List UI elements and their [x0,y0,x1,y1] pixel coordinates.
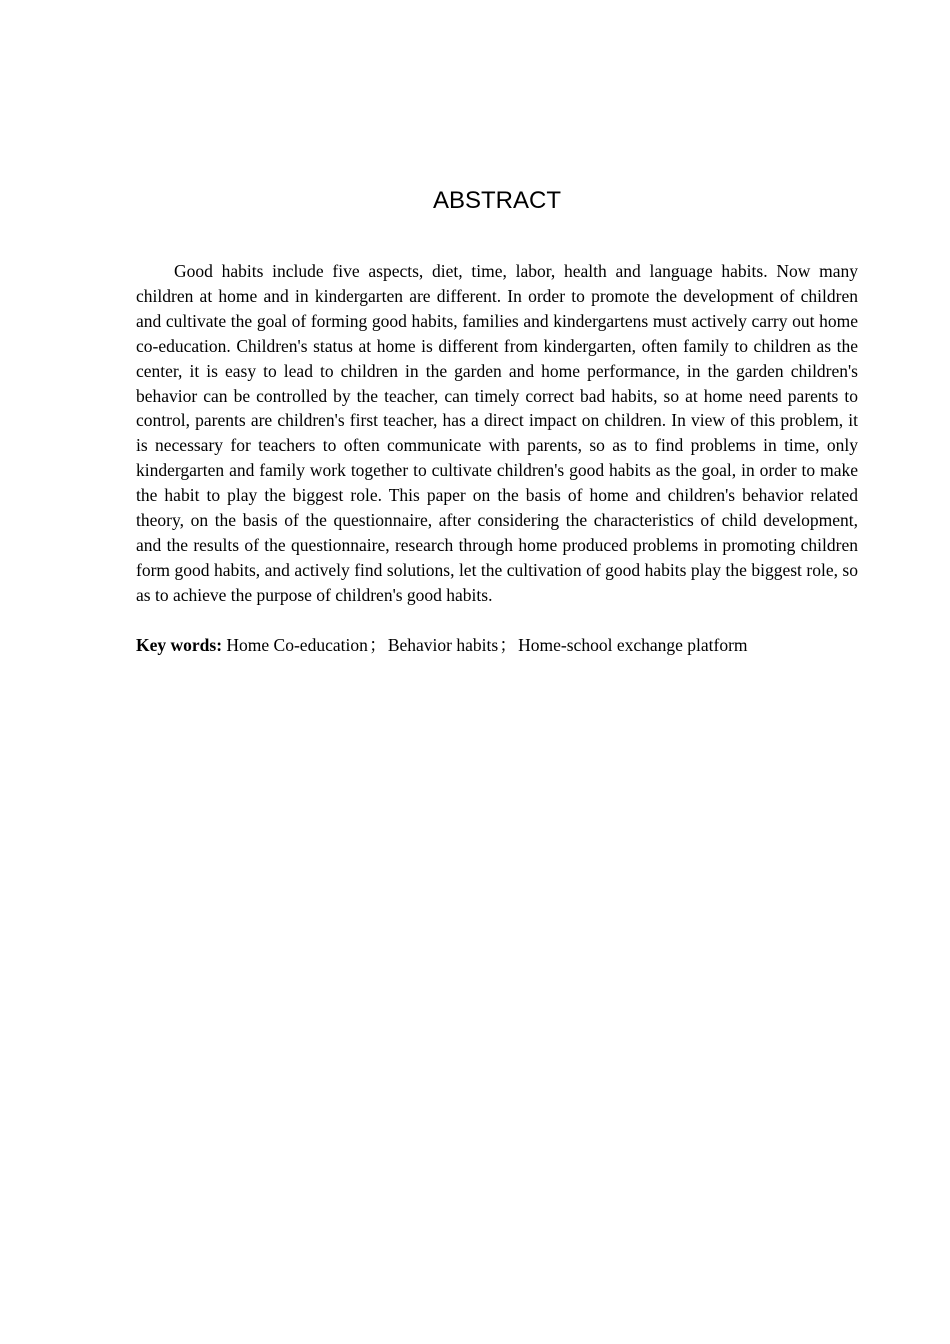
keyword-item: Behavior habits [387,635,499,655]
keywords-label: Key words: [136,635,223,655]
abstract-title: ABSTRACT [432,187,561,214]
keywords-line [136,633,858,658]
keyword-separator: ； [499,635,517,655]
keyword-item: Home-school exchange platform [518,635,748,655]
keyword-item: Home Co-education [226,635,368,655]
keyword-separator: ； [369,635,387,655]
abstract-paragraph: Good habits include five aspects, diet, time, labor, health and language habits. Now many children at home and in kindergarten are different. In order to promote the development of children and cultivate the goal of forming good habits, families and kindergartens must actively carry out home co-education. Children's status at home is different from kindergarten, often family to children as the center, it is easy to lead to children in the garden and home performance, in the garden children's behavior can be controlled by the teacher, can timely correct bad habits, so at home need parents to control, parents are children's first teacher, has a direct impact on children. In view of this problem, it is necessary for teachers to often communicate with parents, so as to find problems in time, only kindergarten and family work together to cultivate children's good habits as the goal, in order to make the habit to play the biggest role. This paper on the basis of home and children's behavior related theory, on the basis of the questionnaire, after considering the characteristics of child development, and the results of the questionnaire, research through home produced problems in promoting children form good habits, and actively find solutions, let the cultivation of good habits play the biggest role, so as to achieve the purpose of children's good habits. [136,261,858,605]
